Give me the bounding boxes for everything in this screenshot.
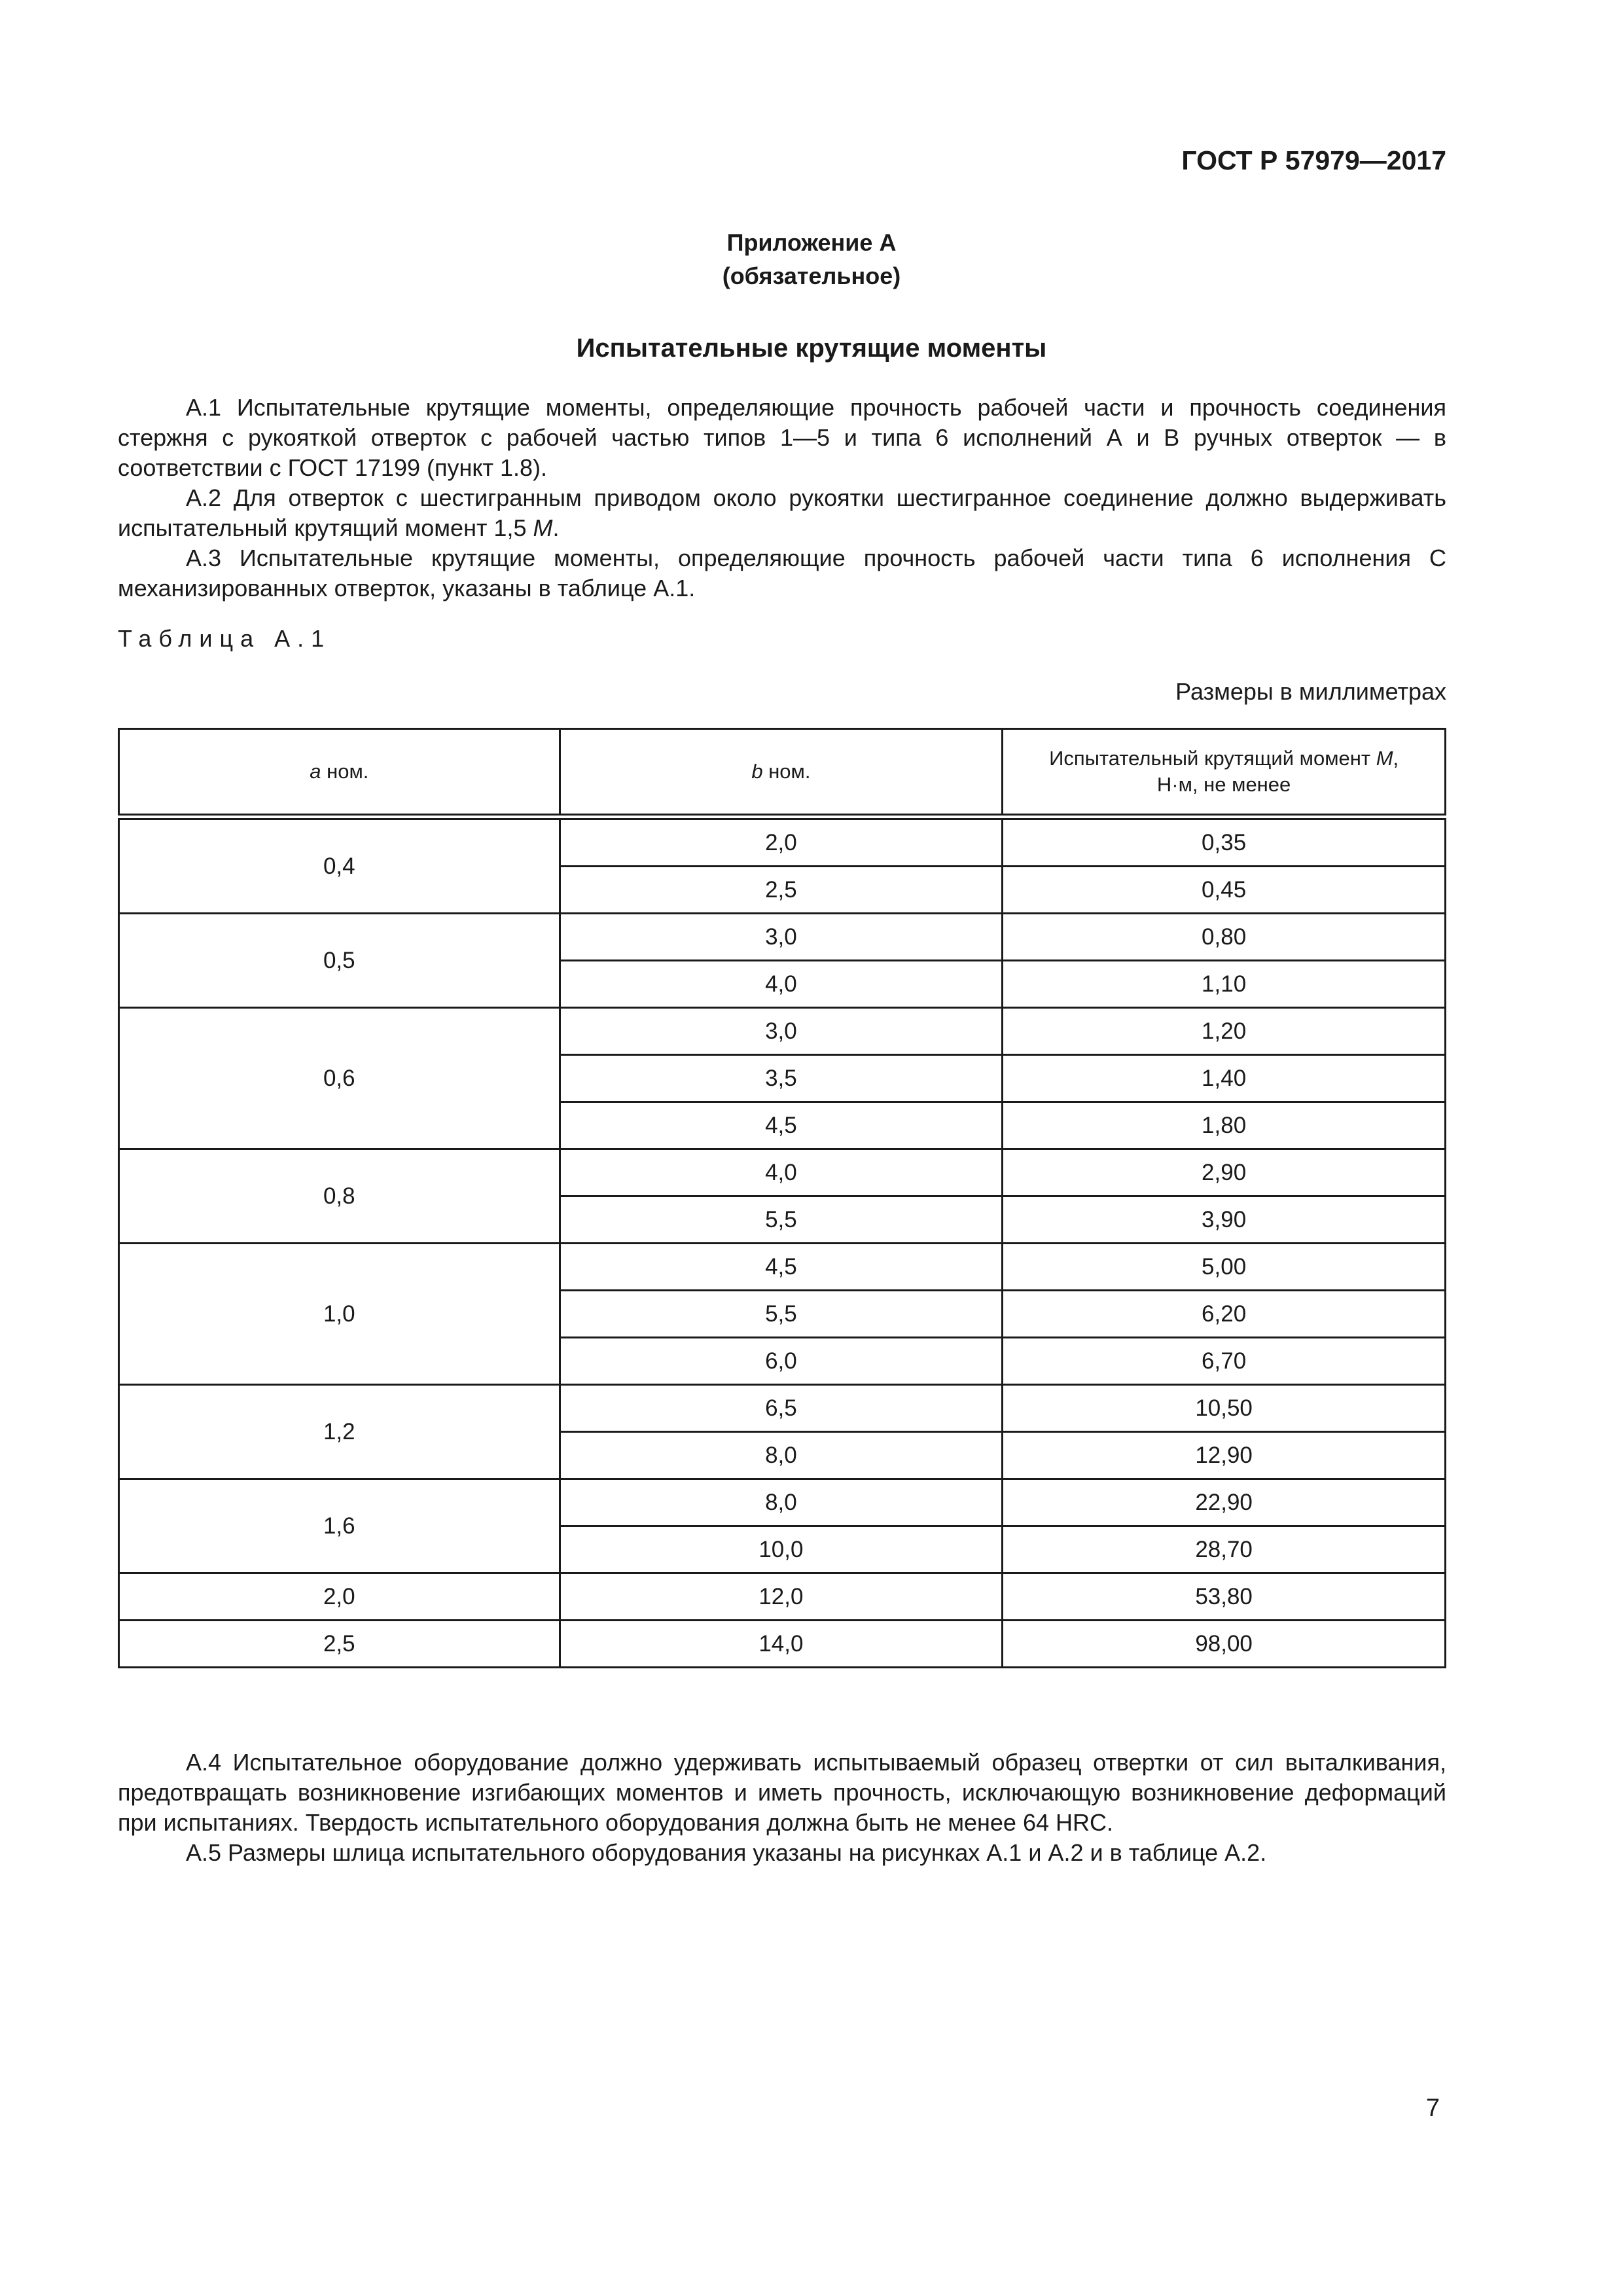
cell-torque: 10,50 (1003, 1385, 1446, 1432)
cell-torque: 1,80 (1003, 1102, 1446, 1149)
cell-torque: 1,20 (1003, 1008, 1446, 1055)
table-body (119, 817, 1446, 1668)
table-units-note: Размеры в миллиметрах (1175, 678, 1446, 705)
table-row (119, 1244, 1446, 1291)
cell-b-nom: 6,0 (560, 1338, 1003, 1385)
paragraph-a5: А.5 Размеры шлица испытательного оборудования указаны на рисунках А.1 и А.2 и в таблице А.2. (186, 1839, 1267, 1866)
cell-b-nom: 8,0 (560, 1432, 1003, 1479)
cell-b-nom: 6,5 (560, 1385, 1003, 1432)
paragraph-a2 (118, 483, 1446, 543)
table-row (119, 1573, 1446, 1621)
cell-b-nom: 4,5 (560, 1102, 1003, 1149)
header-torque-units: Н·м, не менее (1156, 773, 1291, 796)
cell-b-nom: 3,0 (560, 1008, 1003, 1055)
cell-torque: 3,90 (1003, 1196, 1446, 1244)
cell-a-nom: 0,8 (119, 1149, 560, 1244)
header-b-label: ном. (762, 760, 811, 783)
cell-a-nom: 1,2 (119, 1385, 560, 1479)
table-row (119, 1621, 1446, 1668)
table-row (119, 914, 1446, 961)
cell-a-nom: 0,5 (119, 914, 560, 1008)
table-row (119, 817, 1446, 867)
cell-torque: 2,90 (1003, 1149, 1446, 1196)
cell-b-nom: 12,0 (560, 1573, 1003, 1621)
cell-b-nom: 5,5 (560, 1196, 1003, 1244)
header-a-nom (119, 729, 560, 817)
cell-a-nom: 1,6 (119, 1479, 560, 1573)
header-torque (1003, 729, 1446, 817)
cell-b-nom: 2,0 (560, 817, 1003, 867)
paragraph-a4: А.4 Испытательное оборудование должно удерживать испытываемый образец отвертки от сил выталкивания, предотвращать возникновение изгибающих моментов и иметь прочность, исключающую возникновение деформаций при испытаниях. Твердость испытательного оборудования должна быть не менее 64 HRC. (118, 1749, 1446, 1836)
cell-torque: 22,90 (1003, 1479, 1446, 1526)
appendix-heading (0, 226, 1623, 293)
paragraph-a1: А.1 Испытательные крутящие моменты, определяющие прочность рабочей части и прочность соединения стержня с рукояткой отверток с рабочей частью типов 1—5 и типа 6 исполнений А и В ручных отверток — в соответствии с ГОСТ 17199 (пункт 1.8). (118, 394, 1446, 481)
cell-b-nom: 5,5 (560, 1291, 1003, 1338)
header-a-symbol: a (310, 760, 321, 783)
cell-a-nom: 0,6 (119, 1008, 560, 1149)
cell-torque: 0,45 (1003, 867, 1446, 914)
closing-paragraphs (118, 1748, 1446, 1868)
cell-a-nom: 2,0 (119, 1573, 560, 1621)
paragraph-a2-symbol: M (533, 514, 553, 541)
header-a-label: ном. (321, 760, 369, 783)
table-row (119, 1008, 1446, 1055)
cell-torque: 5,00 (1003, 1244, 1446, 1291)
page-number: 7 (1425, 2094, 1440, 2122)
cell-torque: 0,80 (1003, 914, 1446, 961)
appendix-status: (обязательное) (722, 262, 901, 289)
section-title: Испытательные крутящие моменты (576, 334, 1047, 363)
table-row (119, 1385, 1446, 1432)
cell-b-nom: 10,0 (560, 1526, 1003, 1573)
table-row (119, 1149, 1446, 1196)
document-designation: ГОСТ Р 57979—2017 (1181, 145, 1446, 175)
cell-b-nom: 3,0 (560, 914, 1003, 961)
paragraph-a3: А.3 Испытательные крутящие моменты, определяющие прочность рабочей части типа 6 исполнения С механизированных отверток, указаны в таблице А.1. (118, 545, 1446, 601)
cell-torque: 53,80 (1003, 1573, 1446, 1621)
cell-torque: 6,20 (1003, 1291, 1446, 1338)
torque-table (118, 728, 1446, 1668)
cell-b-nom: 3,5 (560, 1055, 1003, 1102)
cell-torque: 12,90 (1003, 1432, 1446, 1479)
header-torque-symbol: M (1376, 747, 1393, 770)
table-header-row (119, 729, 1446, 817)
header-torque-comma: , (1393, 747, 1399, 770)
cell-torque: 1,40 (1003, 1055, 1446, 1102)
cell-torque: 0,35 (1003, 817, 1446, 867)
header-torque-label: Испытательный крутящий момент (1049, 747, 1376, 770)
cell-torque: 6,70 (1003, 1338, 1446, 1385)
cell-torque: 28,70 (1003, 1526, 1446, 1573)
intro-paragraphs (118, 393, 1446, 603)
cell-b-nom: 14,0 (560, 1621, 1003, 1668)
paragraph-a2-end: . (552, 514, 560, 541)
cell-b-nom: 4,5 (560, 1244, 1003, 1291)
cell-b-nom: 2,5 (560, 867, 1003, 914)
cell-b-nom: 4,0 (560, 1149, 1003, 1196)
cell-b-nom: 4,0 (560, 961, 1003, 1008)
header-b-symbol: b (751, 760, 763, 783)
table-caption: Таблица А.1 (118, 625, 332, 652)
paragraph-a2-text: А.2 Для отверток с шестигранным приводом около рукоятки шестигранное соединение должно выдерживать испытательный крутящий момент 1,5 (118, 484, 1446, 541)
cell-a-nom: 0,4 (119, 817, 560, 914)
cell-b-nom: 8,0 (560, 1479, 1003, 1526)
appendix-title: Приложение А (726, 229, 897, 256)
cell-torque: 98,00 (1003, 1621, 1446, 1668)
table-row (119, 1479, 1446, 1526)
cell-torque: 1,10 (1003, 961, 1446, 1008)
header-b-nom (560, 729, 1003, 817)
cell-a-nom: 2,5 (119, 1621, 560, 1668)
cell-a-nom: 1,0 (119, 1244, 560, 1385)
